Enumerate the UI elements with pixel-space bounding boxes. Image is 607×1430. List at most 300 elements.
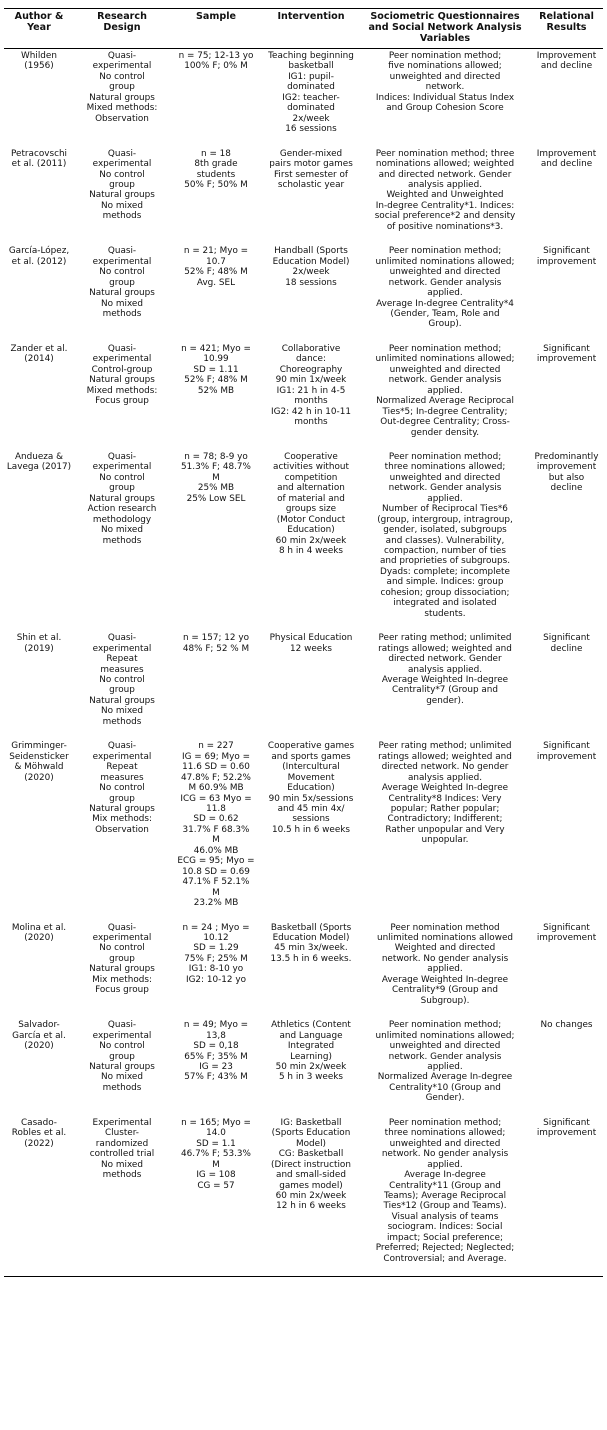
cell-line: Sample [195, 11, 237, 22]
cell-intervention [262, 739, 360, 920]
cell-line: analysis applied. [407, 664, 483, 675]
cell-line: improvement [536, 1128, 597, 1139]
cell-line: Natural groups [89, 493, 155, 504]
cell-research-design [74, 631, 170, 739]
cell-line: 25% MB [197, 483, 235, 494]
cell-line: sociogram. Indices: Social [387, 1222, 503, 1233]
cell-line: gender). [426, 695, 464, 706]
cell-line: students [196, 169, 236, 180]
cell-line: SD = 0.62 [193, 814, 239, 825]
cell-relational-results [530, 739, 603, 920]
cell-line: IG1: 21 h in 4-5 [276, 385, 346, 396]
cell-line: No control [99, 71, 145, 82]
cell-line: IG2: teacher- [282, 92, 340, 103]
cell-line: Natural groups [89, 964, 155, 975]
cell-line: methods [102, 308, 142, 319]
cell-line: three nominations allowed; [384, 462, 506, 473]
cell-sample [170, 147, 262, 245]
cell-line: group [109, 179, 135, 190]
cell-line: 50% F; 50% M [184, 179, 248, 190]
cell-line: (2022) [24, 1138, 54, 1149]
cell-line: and sports games [271, 751, 351, 762]
cell-line: Experimental [92, 1117, 152, 1128]
cell-line: Seidensticker [9, 751, 69, 762]
cell-line: Contradictory; Indifferent; [387, 814, 503, 825]
cell-line: directed network. Gender [388, 654, 502, 665]
cell-line: (2019) [24, 643, 54, 654]
cell-author-year [4, 342, 74, 450]
header-relational-results [530, 9, 603, 49]
cell-sociometric-variables [360, 1116, 530, 1277]
cell-line: M 60.9% MB [188, 783, 244, 794]
cell-line: Control-group [91, 364, 153, 375]
cell-line: García et al. [12, 1030, 66, 1041]
cell-line: experimental [92, 61, 152, 72]
cell-author-year [4, 49, 74, 147]
cell-line: IG1: pupil- [288, 71, 334, 82]
cell-author-year [4, 244, 74, 342]
cell-line: Quasi- [107, 246, 137, 257]
cell-line: randomized [95, 1138, 149, 1149]
cell-line: Out-degree Centrality; Cross- [380, 417, 510, 428]
cell-line: Peer nomination method [390, 922, 500, 933]
cell-line: Results [546, 22, 587, 33]
cell-line: 10.5 h in 6 weeks [271, 824, 351, 835]
header-sample [170, 9, 262, 49]
cell-line: 48% F; 52 % M [182, 643, 250, 654]
cell-line: Significant [543, 633, 590, 644]
cell-line: Observation [95, 113, 149, 124]
cell-line: applied. [427, 385, 463, 396]
cell-line: No control [99, 1041, 145, 1052]
cell-line: (Direct instruction [271, 1159, 351, 1170]
cell-relational-results [530, 342, 603, 450]
cell-line: Petracovschi [10, 148, 68, 159]
header-intervention [262, 9, 360, 49]
cell-line: Centrality*11 (Group and [389, 1180, 501, 1191]
cell-line: In-degree Centrality*1. Indices: [375, 200, 515, 211]
cell-line: experimental [92, 256, 152, 267]
cell-line: Quasi- [107, 51, 137, 61]
cell-line: Peer nomination method; [388, 343, 502, 354]
cell-line: 46.7% F; 53.3% [181, 1149, 251, 1160]
cell-line: No control [99, 943, 145, 954]
cell-line: Natural groups [89, 695, 155, 706]
cell-line: No control [99, 169, 145, 180]
cell-line: 10.7 [206, 256, 226, 267]
cell-intervention [262, 921, 360, 1019]
cell-line: Handball (Sports [274, 246, 348, 257]
cell-line: (Intercultural [282, 762, 340, 773]
cell-author-year [4, 631, 74, 739]
cell-line: and 45 min 4x/ [277, 804, 345, 814]
cell-line: Grimminger- [11, 741, 67, 752]
cell-line: Learning) [290, 1051, 332, 1062]
cell-line: Average In-degree Centrality*4 [376, 298, 514, 309]
cell-intervention [262, 631, 360, 739]
table-row [4, 244, 603, 342]
cell-line: Significant [543, 1117, 590, 1128]
cell-line: improvement [536, 751, 597, 762]
cell-line: No mixed [101, 525, 143, 536]
cell-sociometric-variables [360, 1018, 530, 1116]
cell-research-design [74, 450, 170, 631]
cell-line: No mixed [101, 1159, 143, 1170]
cell-line: experimental [92, 462, 152, 473]
cell-line: IG: Basketball [280, 1117, 342, 1128]
cell-line: Education) [287, 525, 335, 536]
cell-line: No changes [540, 1020, 593, 1031]
cell-line: methods [102, 1082, 142, 1093]
cell-line: Quasi- [107, 1020, 137, 1031]
cell-line: 11.6 SD = 0.60 [182, 762, 250, 773]
cell-line: applied. [427, 493, 463, 504]
cell-line: Predominantly [534, 451, 599, 462]
cell-line: decline [550, 643, 583, 654]
cell-line: and decline [540, 61, 593, 72]
cell-line: (2014) [24, 354, 54, 365]
cell-relational-results [530, 631, 603, 739]
cell-line: group [109, 685, 135, 696]
cell-line: Natural groups [89, 375, 155, 386]
cell-line: games model) [279, 1180, 343, 1191]
header-row [4, 9, 603, 49]
cell-line: scholastic year [277, 179, 345, 190]
cell-line: Casado- [20, 1117, 57, 1128]
cell-research-design [74, 147, 170, 245]
cell-line: Whilden [21, 51, 57, 61]
cell-line: Model) [295, 1138, 326, 1149]
cell-line: activities without [273, 462, 349, 473]
cell-line: 2x/week [292, 267, 330, 278]
cell-line: 65% F; 35% M [184, 1051, 248, 1062]
cell-line: No control [99, 267, 145, 278]
cell-line: SD = 1.1 [196, 1138, 236, 1149]
cell-line: group [109, 953, 135, 964]
cell-line: Peer nomination method; [388, 451, 502, 462]
cell-line: 8 h in 4 weeks [278, 546, 343, 557]
cell-line: unweighted and directed [389, 71, 501, 82]
cell-line: group [109, 793, 135, 804]
cell-line: Focus group [95, 985, 149, 996]
cell-line: 16 sessions [285, 124, 337, 135]
cell-relational-results [530, 921, 603, 1019]
cell-line: network. [425, 82, 465, 93]
cell-line: Repeat [106, 654, 138, 665]
cell-relational-results [530, 244, 603, 342]
cell-line: methods [102, 1170, 142, 1181]
cell-sample [170, 1018, 262, 1116]
cell-line: integrated and isolated [393, 598, 497, 609]
cell-line: decline [550, 483, 583, 494]
cell-line: Quasi- [107, 922, 137, 933]
cell-line: Quasi- [107, 451, 137, 462]
cell-line: unlimited nominations allowed [376, 932, 514, 943]
cell-line: 90 min 1x/week [275, 375, 347, 386]
cell-line: (2020) [24, 1041, 54, 1052]
cell-sociometric-variables [360, 631, 530, 739]
cell-line: ECG = 95; Myo = [177, 856, 255, 867]
cell-sociometric-variables [360, 921, 530, 1019]
cell-line: experimental [92, 354, 152, 365]
cell-intervention [262, 147, 360, 245]
cell-line: Focus group [95, 396, 149, 407]
cell-line: unweighted and directed [389, 1138, 501, 1149]
cell-line: SD = 1.11 [193, 364, 239, 375]
cell-line: methods [102, 535, 142, 546]
cell-line: improvement [536, 256, 597, 267]
cell-line: Zander et al. [10, 343, 68, 354]
table-row [4, 450, 603, 631]
cell-line: experimental [92, 751, 152, 762]
cell-line: Peer nomination method; [388, 1020, 502, 1031]
cell-line: but also [548, 472, 585, 483]
cell-line: months [294, 417, 328, 428]
cell-intervention [262, 244, 360, 342]
cell-line: popular; Rather popular; [390, 804, 500, 814]
cell-line: compaction, number of ties [384, 546, 506, 557]
cell-line: Author & [14, 11, 64, 22]
cell-line: 52% F; 48% M [184, 375, 248, 386]
cell-line: n = 78; 8-9 yo [184, 451, 248, 462]
cell-line: dominated [287, 103, 335, 114]
cell-line: Natural groups [89, 288, 155, 299]
cell-line: 11.8 [206, 804, 226, 814]
cell-line: analysis applied. [407, 179, 483, 190]
cell-relational-results [530, 1018, 603, 1116]
cell-line: and proprieties of subgroups. [379, 556, 511, 567]
cell-line: Average In-degree [404, 1170, 486, 1181]
cell-line: (Motor Conduct [276, 514, 346, 525]
cell-line: experimental [92, 643, 152, 654]
cell-line: 23.2% MB [193, 898, 239, 909]
cell-line: impact; Social preference; [386, 1232, 504, 1243]
cell-sociometric-variables [360, 450, 530, 631]
cell-research-design [74, 921, 170, 1019]
cell-line: 52% F; 48% M [184, 267, 248, 278]
cell-research-design [74, 1116, 170, 1277]
cell-line: five nominations allowed; [388, 61, 502, 72]
cell-line: Quasi- [107, 343, 137, 354]
cell-line: Relational [539, 11, 594, 22]
cell-line: n = 157; 12 yo [182, 633, 250, 644]
cell-line: Gender). [425, 1093, 465, 1104]
cell-line: Variables [419, 33, 471, 44]
cell-research-design [74, 1018, 170, 1116]
table-row [4, 739, 603, 920]
table-row [4, 342, 603, 450]
cell-line: Indices: Individual Status Index [375, 92, 515, 103]
cell-line: M [212, 1159, 220, 1170]
cell-line: Preferred; Rejected; Neglected; [375, 1243, 515, 1254]
cell-line: 31.7% F 68.3% [182, 824, 250, 835]
table-row [4, 921, 603, 1019]
cell-line: Observation [95, 824, 149, 835]
cell-sociometric-variables [360, 49, 530, 147]
cell-line: Weighted and Unweighted [386, 190, 504, 201]
cell-line: Average Weighted In-degree [381, 675, 509, 686]
cell-line: Salvador- [18, 1020, 60, 1031]
cell-line: Mix methods: [92, 814, 152, 825]
cell-line: Year [27, 22, 51, 33]
header-sociometric-variables [360, 9, 530, 49]
cell-line: 47.8% F; 52.2% [181, 772, 251, 783]
cell-line: unweighted and directed [389, 364, 501, 375]
cell-line: Peer nomination method; [388, 246, 502, 257]
cell-line: students. [424, 608, 466, 619]
cell-line: Teams); Average Reciprocal [383, 1190, 507, 1201]
cell-line: applied. [427, 964, 463, 975]
cell-line: Cluster- [104, 1128, 139, 1139]
cell-line: unweighted and directed [389, 267, 501, 278]
cell-line: improvement [536, 354, 597, 365]
cell-line: Education Model) [272, 256, 350, 267]
cell-line: months [294, 396, 328, 407]
cell-line: Integrated [287, 1041, 335, 1052]
cell-line: No mixed [101, 706, 143, 717]
cell-line: 25% Low SEL [186, 493, 246, 504]
cell-line: Education Model) [272, 932, 350, 943]
cell-line: basketball [288, 61, 334, 72]
cell-line: Physical Education [269, 633, 353, 644]
cell-line: unlimited nominations allowed; [375, 1030, 515, 1041]
cell-line: of positive nominations*3. [386, 221, 504, 232]
cell-line: 52% MB [197, 385, 235, 396]
cell-line: 12 h in 6 weeks [276, 1201, 346, 1212]
cell-line: methods [102, 716, 142, 727]
cell-sociometric-variables [360, 244, 530, 342]
cell-line: Andueza & [14, 451, 64, 462]
cell-line: Peer rating method; unlimited [378, 741, 512, 752]
cell-line: 51.3% F; 48.7% [181, 462, 251, 473]
cell-line: 18 sessions [285, 277, 337, 288]
cell-line: IG = 69; Myo = [181, 751, 251, 762]
cell-line: No control [99, 472, 145, 483]
cell-line: unweighted and directed [389, 1041, 501, 1052]
cell-line: Ties*5; In-degree Centrality; [382, 406, 508, 417]
cell-line: 13.5 h in 6 weeks. [270, 953, 352, 964]
cell-line: n = 21; Myo = [183, 246, 249, 257]
cell-line: experimental [92, 932, 152, 943]
cell-line: Quasi- [107, 741, 137, 752]
cell-line: unlimited nominations allowed; [375, 354, 515, 365]
cell-line: (group, intergroup, intragroup, [377, 514, 513, 525]
cell-line: group [109, 483, 135, 494]
cell-line: Natural groups [89, 92, 155, 103]
cell-line: Research [97, 11, 147, 22]
cell-line: and Group Cohesion Score [386, 103, 504, 114]
cell-line: Rather unpopular and Very [385, 824, 505, 835]
cell-line: ratings allowed; weighted and [378, 643, 512, 654]
cell-author-year [4, 450, 74, 631]
table-body [4, 49, 603, 1277]
cell-line: Centrality*10 (Group and [389, 1082, 501, 1093]
cell-author-year [4, 1018, 74, 1116]
cell-line: nominations allowed; weighted [375, 159, 515, 170]
cell-line: 2x/week [292, 113, 330, 124]
cell-sample [170, 739, 262, 920]
cell-line: 100% F; 0% M [184, 61, 248, 72]
cell-line: Ties*12 (Group and Teams). [383, 1201, 507, 1212]
cell-line: et al. (2012) [11, 256, 67, 267]
cell-line: network. Gender analysis [388, 483, 502, 494]
cell-line: network. Gender analysis [388, 277, 502, 288]
cell-line: 8th grade [194, 159, 238, 170]
cell-line: ratings allowed; weighted and [378, 751, 512, 762]
cell-line: pairs motor games [269, 159, 353, 170]
cell-line: Collaborative [281, 343, 341, 354]
cell-line: controlled trial [89, 1149, 155, 1160]
cell-line: group [109, 82, 135, 93]
cell-line: gender density. [410, 427, 480, 438]
cell-line: cohesion; group dissociation; [380, 587, 510, 598]
cell-line: IG = 108 [196, 1170, 236, 1181]
cell-line: applied. [427, 1159, 463, 1170]
cell-line: Group). [428, 319, 462, 330]
cell-line: improvement [536, 932, 597, 943]
cell-line: Natural groups [89, 1061, 155, 1072]
cell-line: of material and [277, 493, 345, 504]
cell-line: Cooperative games [267, 741, 355, 752]
cell-line: and alternation [277, 483, 345, 494]
cell-sample [170, 244, 262, 342]
cell-line: methods [102, 211, 142, 222]
cell-line: SD = 0,18 [193, 1041, 239, 1052]
cell-line: Gender-mixed [279, 148, 343, 159]
cell-author-year [4, 739, 74, 920]
cell-line: unlimited nominations allowed; [375, 256, 515, 267]
cell-line: First semester of [273, 169, 348, 180]
cell-line: 13,8 [206, 1030, 226, 1041]
cell-relational-results [530, 450, 603, 631]
cell-sociometric-variables [360, 342, 530, 450]
cell-research-design [74, 342, 170, 450]
cell-line: (2020) [24, 932, 54, 943]
cell-line: applied. [427, 288, 463, 299]
cell-line: Improvement [536, 148, 597, 159]
cell-line: improvement [536, 462, 597, 473]
cell-line: 47.1% F 52.1% [182, 877, 250, 888]
cell-line: 10.8 SD = 0.69 [182, 866, 250, 877]
cell-line: network. No gender analysis [381, 1149, 509, 1160]
cell-sample [170, 342, 262, 450]
cell-author-year [4, 1116, 74, 1277]
cell-line: Movement [287, 772, 335, 783]
cell-line: 10.12 [203, 932, 229, 943]
cell-line: Improvement [536, 51, 597, 61]
cell-line: Robles et al. [11, 1128, 67, 1139]
cell-line: Design [103, 22, 141, 33]
cell-sample [170, 921, 262, 1019]
cell-line: IG2: 10-12 yo [185, 974, 247, 985]
cell-line: Intervention [277, 11, 345, 22]
cell-relational-results [530, 1116, 603, 1277]
cell-line: Weighted and directed [394, 943, 496, 954]
cell-line: No control [99, 675, 145, 686]
cell-line: Peer nomination method; [388, 51, 502, 61]
table-row [4, 49, 603, 147]
cell-line: social preference*2 and density [374, 211, 516, 222]
cell-line: Mixed methods: [86, 103, 158, 114]
cell-line: Teaching beginning [268, 51, 354, 61]
cell-line: gender, isolated, subgroups [383, 525, 507, 536]
cell-line: network. No gender analysis [381, 953, 509, 964]
cell-line: measures [100, 664, 144, 675]
cell-sample [170, 631, 262, 739]
cell-sociometric-variables [360, 147, 530, 245]
cell-line: n = 75; 12-13 yo [178, 51, 254, 61]
cell-intervention [262, 1116, 360, 1277]
